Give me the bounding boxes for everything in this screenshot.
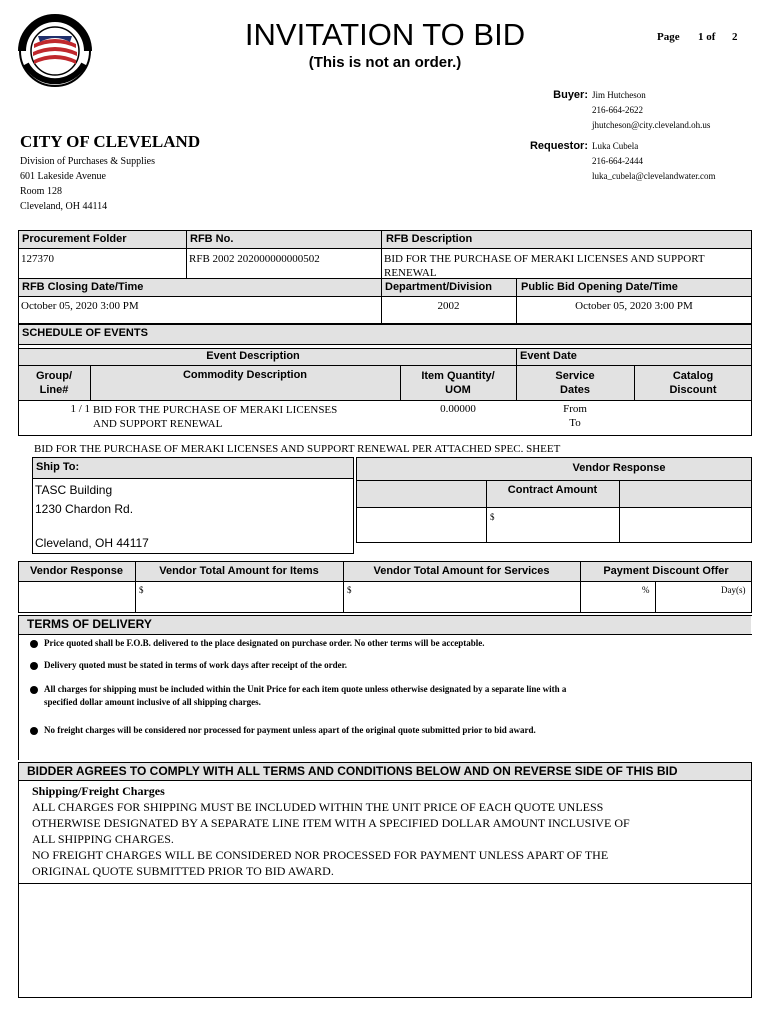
discount-percent: %	[642, 585, 650, 595]
event-date-header: Event Date	[520, 350, 577, 362]
rfb-no-label: RFB No.	[190, 233, 234, 245]
agreement-line-3: ALL SHIPPING CHARGES.	[32, 832, 174, 846]
service-dates-header: Service Dates	[555, 370, 595, 396]
bullet-icon	[30, 662, 38, 670]
schedule-title: SCHEDULE OF EVENTS	[22, 327, 148, 339]
payment-discount-col: Payment Discount Offer	[603, 565, 729, 577]
buyer-label: Buyer:	[553, 89, 588, 101]
items-total-col: Vendor Total Amount for Items	[159, 565, 319, 577]
line-quantity: 0.00000	[440, 403, 476, 415]
buyer-phone: 216-664-2622	[592, 105, 643, 115]
services-total-input[interactable]	[356, 583, 578, 611]
term-3-line-2: specified dollar amount inclusive of all shipping charges.	[44, 697, 261, 707]
catalog-discount-header: Catalog Discount	[669, 370, 717, 396]
service-to: To	[569, 417, 581, 429]
city-name: CITY OF CLEVELAND	[20, 132, 201, 151]
bullet-icon	[30, 727, 38, 735]
group-line-header: Group/ Line#	[35, 370, 73, 396]
agreement-line-5: ORIGINAL QUOTE SUBMITTED PRIOR TO BID AWARD.	[32, 864, 334, 878]
discount-days: Day(s)	[721, 585, 746, 595]
ship-to-label: Ship To:	[36, 461, 80, 473]
contract-amount-input[interactable]	[498, 509, 616, 541]
ship-to-line-3: Cleveland, OH 44117	[35, 536, 149, 550]
ship-to-line-1: TASC Building	[35, 483, 113, 497]
opening-date-value: October 05, 2020 3:00 PM	[575, 300, 693, 312]
requestor-phone: 216-664-2444	[592, 156, 643, 166]
city-address-4: Cleveland, OH 44114	[20, 201, 108, 212]
page-total: 2	[732, 31, 738, 43]
requestor-email: luka_cubela@clevelandwater.com	[592, 171, 716, 181]
term-2: Delivery quoted must be stated in terms of work days after receipt of the order.	[44, 660, 348, 670]
agreement-title: BIDDER AGREES TO COMPLY WITH ALL TERMS AND CONDITIONS BELOW AND ON REVERSE SIDE OF THIS BID	[27, 764, 678, 778]
spec-sheet-note: BID FOR THE PURCHASE OF MERAKI LICENSES AND SUPPORT RENEWAL PER ATTACHED SPEC. SHEET	[34, 443, 561, 455]
ship-to-line-2: 1230 Chardon Rd.	[35, 502, 134, 516]
agreement-line-2: OTHERWISE DESIGNATED BY A SEPARATE LINE ITEM WITH A SPECIFIED DOLLAR AMOUNT INCLUSIVE OF	[32, 816, 630, 830]
document-title: INVITATION TO BID	[244, 17, 526, 52]
department-value: 2002	[437, 300, 460, 312]
city-address-3: Room 128	[20, 186, 62, 197]
requestor-name: Luka Cubela	[592, 141, 639, 151]
service-from: From	[563, 403, 587, 415]
city-seal-logo	[18, 14, 92, 88]
rfb-description-value: BID FOR THE PURCHASE OF MERAKI LICENSES AND SUPPORT RENEWAL	[384, 253, 705, 277]
vendor-response-label: Vendor Response	[572, 462, 666, 474]
term-3-line-1: All charges for shipping must be included within the Unit Price for each item quote unless otherwise designated by a separate line with a	[44, 684, 567, 694]
opening-date-label: Public Bid Opening Date/Time	[521, 281, 678, 293]
items-total-input[interactable]	[148, 583, 341, 611]
rfb-no-value: RFB 2002 202000000000502	[189, 253, 320, 265]
agreement-line-4: NO FREIGHT CHARGES WILL BE CONSIDERED NOR PROCESSED FOR PAYMENT UNLESS APART OF THE	[32, 848, 609, 862]
department-label: Department/Division	[385, 281, 492, 293]
line-number: 1 / 1	[70, 403, 90, 415]
city-address-2: 601 Lakeside Avenue	[20, 171, 106, 182]
ship-to-header	[33, 458, 353, 478]
items-total-dollar: $	[139, 585, 144, 595]
closing-date-value: October 05, 2020 3:00 PM	[21, 300, 139, 312]
vendor-response-col: Vendor Response	[30, 565, 123, 577]
page-label: Page	[657, 31, 680, 43]
bullet-icon	[30, 640, 38, 648]
bullet-icon	[30, 686, 38, 694]
closing-date-label: RFB Closing Date/Time	[22, 281, 144, 293]
contract-amount-label: Contract Amount	[507, 484, 598, 496]
document-subtitle: (This is not an order.)	[308, 54, 462, 71]
commodity-description-header: Commodity Description	[182, 369, 308, 381]
services-total-dollar: $	[347, 585, 352, 595]
terms-title: TERMS OF DELIVERY	[27, 617, 152, 631]
info-header-row	[19, 231, 751, 248]
agreement-heading: Shipping/Freight Charges	[32, 784, 165, 798]
vendor-response-input[interactable]	[20, 583, 133, 611]
procurement-folder-value: 127370	[21, 253, 54, 265]
discount-days-input[interactable]	[657, 583, 719, 611]
quantity-uom-header: Item Quantity/ UOM	[421, 370, 495, 396]
discount-percent-input[interactable]	[582, 583, 640, 611]
contract-amount-dollar: $	[490, 512, 495, 522]
buyer-email: jhutcheson@city.cleveland.oh.us	[592, 120, 711, 130]
page-number: 1 of	[698, 31, 716, 43]
event-description-header: Event Description	[206, 350, 300, 362]
buyer-name: Jim Hutcheson	[592, 90, 646, 100]
requestor-label: Requestor:	[529, 140, 588, 152]
term-4: No freight charges will be considered nor processed for payment unless apart of the original quote submitted prior to bid award.	[44, 725, 536, 735]
term-1: Price quoted shall be F.O.B. delivered to the place designated on purchase order. No other terms will be acceptable.	[44, 638, 485, 648]
line-description: BID FOR THE PURCHASE OF MERAKI LICENSES AND SUPPORT RENEWAL	[93, 404, 338, 430]
services-total-col: Vendor Total Amount for Services	[373, 565, 550, 577]
city-address-1: Division of Purchases & Supplies	[20, 156, 155, 167]
rfb-description-label: RFB Description	[386, 233, 473, 245]
agreement-line-1: ALL CHARGES FOR SHIPPING MUST BE INCLUDED WITHIN THE UNIT PRICE OF EACH QUOTE UNLESS	[32, 800, 604, 814]
procurement-folder-label: Procurement Folder	[22, 233, 127, 245]
